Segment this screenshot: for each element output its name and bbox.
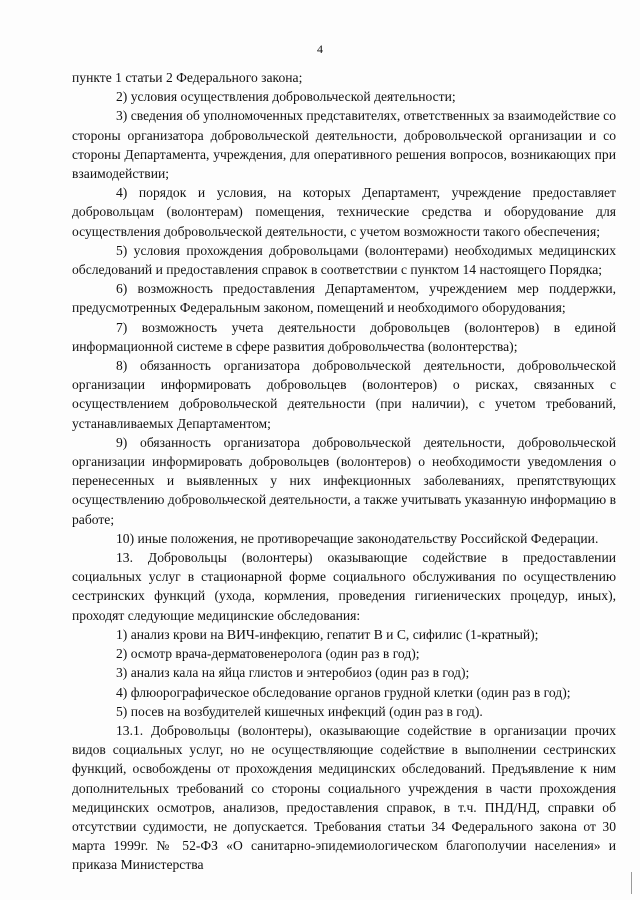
list-item-2: 2) условия осуществления добровольческой деятельности;: [116, 89, 456, 105]
list-item-5: 5) условия прохождения добровольцами (волонтерами) необходимых медицинских обследований и предоставления справок в соответствии с пунктом 14 настоящего Порядка;: [72, 242, 616, 278]
list-item-4: 4) порядок и условия, на которых Департамент, учреждение предоставляет добровольцам (волонтерам) помещения, технические средства и оборудование для осуществления добровольческой деятельности, с учетом возможности такого обеспечения;: [72, 185, 616, 239]
list-item-3: 3) сведения об уполномоченных представителях, ответственных за взаимодействие со стороны организатора добровольческой деятельности, добровольческой организации и со стороны Департамента, учреждения, для оперативного решения вопросов, возникающих при взаимодействии;: [72, 108, 616, 182]
scan-edge-mark: [631, 872, 632, 894]
exam-item-5: 5) посев на возбудителей кишечных инфекций (один раз в год).: [116, 703, 483, 719]
document-body: [72, 68, 616, 875]
section-13: 13. Добровольцы (волонтеры) оказывающие содействие в предоставлении социальных услуг в стационарной форме социального обслуживания по осуществлению сестринских функций (ухода, кормления, проведения гигиенических процедур, иных), проходят следующие медицинские обследования:: [72, 550, 616, 623]
exam-item-1: 1) анализ крови на ВИЧ-инфекцию, гепатит В и С, сифилис (1-кратный);: [116, 626, 539, 642]
exam-item-2: 2) осмотр врача-дерматовенеролога (один раз в год);: [116, 646, 420, 662]
list-item-10: 10) иные положения, не противоречащие законодательству Российской Федерации.: [116, 530, 599, 546]
paragraph-continuation: пункте 1 статьи 2 Федерального закона;: [72, 70, 303, 85]
exam-item-4: 4) флюорографическое обследование органов грудной клетки (один раз в год);: [116, 684, 571, 700]
list-item-8: 8) обязанность организатора добровольческой деятельности, добровольческой организации информировать добровольцев (волонтеров) о рисках, связанных с осуществлением добровольческой деятельности (при наличии), с учетом требований, устанавливаемых Департаментом;: [72, 358, 616, 431]
exam-item-3: 3) анализ кала на яйца глистов и энтеробиоз (один раз в год);: [116, 665, 470, 681]
section-13-1: 13.1. Добровольцы (волонтеры), оказывающие содействие в организации прочих видов социальных услуг, но не осуществляющие содействие в выполнении сестринских функций, освобождены от прохождения медицинских обследований. Предъявление к ним дополнительных требований со стороны социального учреждения в части прохождения медицинских осмотров, анализов, предоставления справок, в т.ч. ПНД/НД, справки об отсутствии судимости, не допускается. Требования статьи 34 Федерального закона от 30 марта 1999г. № 52-ФЗ «О санитарно-эпидемиологическом благополучии населения» и приказа Министерства: [72, 722, 616, 873]
list-item-6: 6) возможность предоставления Департаментом, учреждением мер поддержки, предусмотренных Федеральным законом, помещений и необходимого оборудования;: [72, 281, 616, 316]
list-item-7: 7) возможность учета деятельности добровольцев (волонтеров) в единой информационной системе в сфере развития добровольчества (волонтерства);: [72, 319, 616, 354]
page-number: 4: [317, 42, 323, 56]
list-item-9: 9) обязанность организатора добровольческой деятельности, добровольческой организации информировать добровольцев (волонтеров) о необходимости уведомления о перенесенных и выявленных у них инфекционных заболеваниях, препятствующих осуществлению добровольческой деятельности, а также учитывать указанную информацию в работе;: [72, 434, 616, 527]
